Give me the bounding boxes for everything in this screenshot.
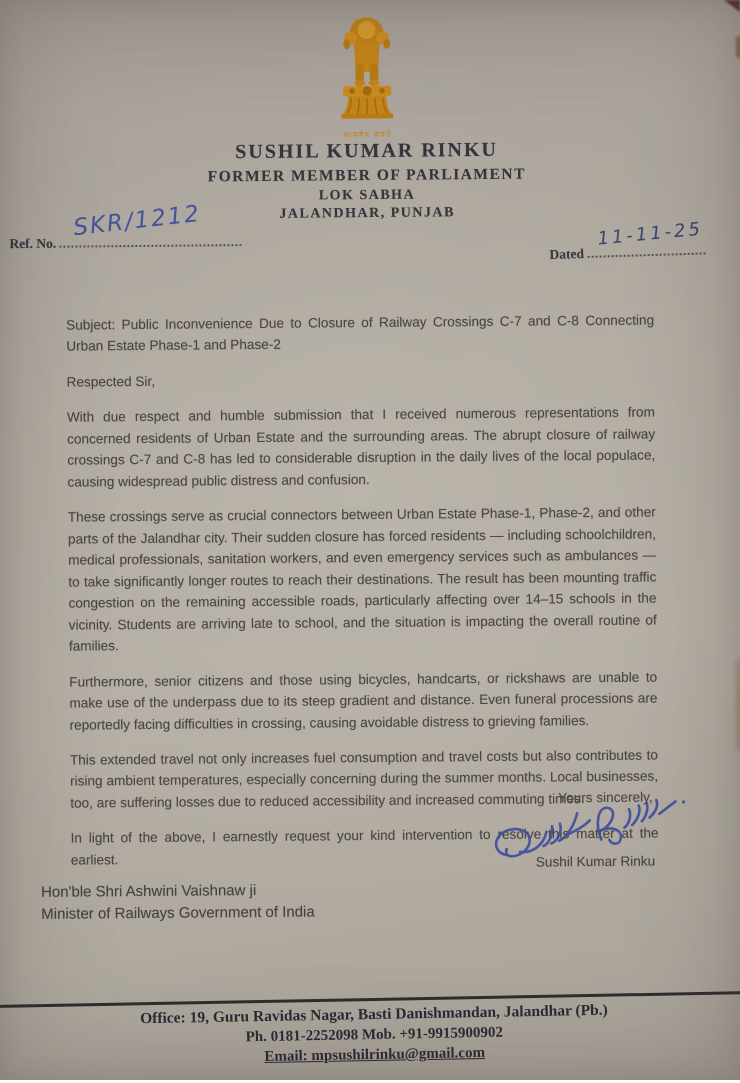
- photo-edge-shadow-low: [736, 660, 740, 750]
- addressee-block: [41, 879, 315, 925]
- closing-salutation: Yours sincerely,: [558, 789, 653, 806]
- emblem-motto: सत्यमेव जयते: [343, 129, 392, 140]
- dated-value-handwritten: 11-11-25: [596, 218, 704, 250]
- salutation: Respected Sir,: [66, 373, 156, 390]
- footer-phone: Ph. 0181-2252098 Mob. +91-9915900902: [245, 1024, 504, 1046]
- footer-block: [4, 997, 740, 1071]
- body-paragraph: This extended travel not only increases fuel consumption and travel costs but also contributes to rising ambient temperatures, especially concerning during the summer months. Local businesses, too, are suffering losses due to reduced accessibility and increased commuting times.: [69, 747, 659, 811]
- body-paragraph: Furthermore, senior citizens and those using bicycles, handcarts, or rickshaws are unable to make use of the underpass due to its steep gradient and distance. Even funeral processions are reportedly facing difficulties in crossing, causing avoidable distress to grieving families.: [69, 669, 658, 733]
- ashoka-lion-capital-icon: [331, 12, 402, 123]
- body-paragraph: These crossings serve as crucial connectors between Urban Estate Phase-1, Phase-2, and other parts of the Jalandhar city. Their sudden closure has forced residents — including schoolchildren, medical professionals, sanitation workers, and even emergency services such as ambulances — to take significantly longer routes to reach their destinations. The result has been mounting traffic congestion on the remaining accessible roads, particularly affecting over 14–15 schools in the vicinity. Students are arriving late to school, and the situation is impacting the overall routine of families.: [67, 504, 657, 654]
- ref-no-value-handwritten: SKR/1212: [72, 200, 203, 242]
- addressee-name: Hon'ble Shri Ashwini Vaishnaw ji: [40, 882, 257, 901]
- letterhead-house: LOK SABHA: [318, 187, 416, 204]
- signatory-name: Sushil Kumar Rinku: [535, 853, 656, 870]
- letterhead-title: FORMER MEMBER OF PARLIAMENT: [207, 165, 526, 186]
- body-paragraph: With due respect and humble submission that I received numerous representations from concerned residents of Urban Estate and the surrounding areas. The abrupt closure of railway crossings C-7 and C-8 has led to considerable disruption in the daily lives of the local populace, causing widespread public distress and confusion.: [66, 404, 656, 490]
- footer-office-address: Office: 19, Guru Ravidas Nagar, Basti Danishmandan, Jalandhar (Pb.): [140, 1001, 608, 1028]
- photo-corner-shadow: [724, 0, 740, 12]
- footer-email: Email: mpsushilrinku@gmail.com: [264, 1044, 486, 1065]
- addressee-title: Minister of Railways Government of India: [41, 903, 315, 923]
- dated-label: Dated: [549, 246, 585, 263]
- body-paragraph: In light of the above, I earnestly request your kind intervention to resolve this matter at the earliest.: [70, 825, 659, 868]
- letterhead-emblem: [327, 12, 406, 141]
- letterhead-place: JALANDHAR, PUNJAB: [279, 205, 456, 222]
- subject-line: Subject: Public Inconvenience Due to Closure of Railway Crossings C-7 and C-8 Connecting Urban Estate Phase-1 and Phase-2: [66, 312, 655, 355]
- letterhead-name: SUSHIL KUMAR RINKU: [235, 138, 499, 164]
- photo-edge-shadow: [736, 36, 740, 58]
- ref-no-label: Ref. No.: [9, 235, 57, 252]
